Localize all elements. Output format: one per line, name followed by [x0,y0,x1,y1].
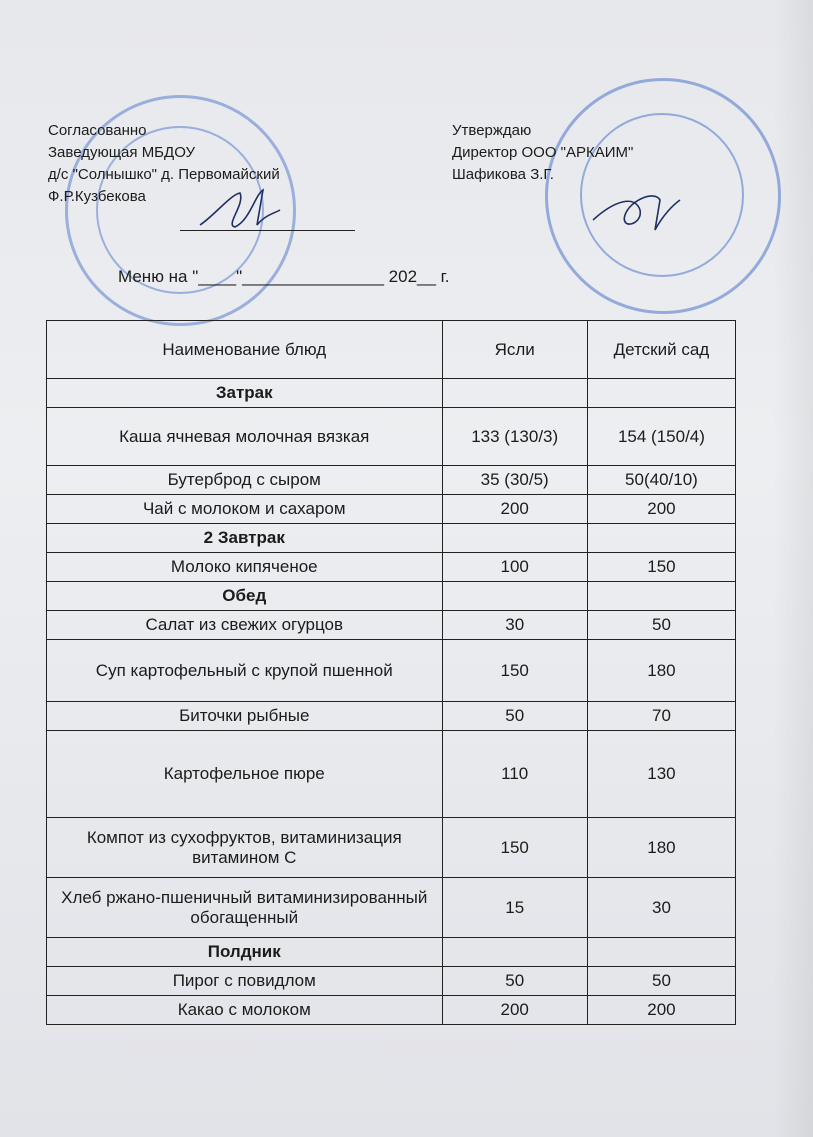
menu-table [46,320,736,1025]
cell-kindergarten [587,938,735,967]
approval-left-line2: Заведующая МБДОУ [48,144,196,161]
cell-kindergarten: 180 [587,640,735,702]
signature-right [585,180,685,240]
table-row [47,408,736,466]
cell-kindergarten: 200 [587,996,735,1025]
section-name: 2 Завтрак [47,524,443,553]
cell-nursery [442,524,587,553]
approval-right-line3: Шафикова З.Г. [452,166,554,183]
approval-left-line3: д/с "Солнышко" д. Первомайский [48,166,280,183]
dish-name: Какао с молоком [47,996,443,1025]
cell-nursery: 133 (130/3) [442,408,587,466]
header-kindergarten: Детский сад [587,321,735,379]
dish-name: Компот из сухофруктов, витаминизация витамином С [47,818,443,878]
cell-kindergarten: 130 [587,731,735,818]
cell-nursery: 30 [442,611,587,640]
cell-kindergarten: 150 [587,553,735,582]
header-nursery: Ясли [442,321,587,379]
cell-nursery: 50 [442,967,587,996]
cell-nursery: 50 [442,702,587,731]
table-row [47,818,736,878]
page-edge-shadow [773,0,813,1137]
cell-kindergarten [587,582,735,611]
section-name: Обед [47,582,443,611]
cell-nursery: 200 [442,495,587,524]
approval-right-line1: Утверждаю [452,122,532,139]
cell-kindergarten: 50 [587,967,735,996]
cell-nursery: 150 [442,640,587,702]
cell-kindergarten: 200 [587,495,735,524]
cell-nursery: 110 [442,731,587,818]
dish-name: Пирог с повидлом [47,967,443,996]
dish-name: Бутерброд с сыром [47,466,443,495]
approval-left-line4: Ф.Р.Кузбекова [48,188,146,205]
cell-nursery: 100 [442,553,587,582]
dish-name: Молоко кипяченое [47,553,443,582]
header-dish-name: Наименование блюд [47,321,443,379]
cell-kindergarten [587,524,735,553]
cell-kindergarten: 180 [587,818,735,878]
table-row [47,878,736,938]
table-row [47,582,736,611]
table-header-row [47,321,736,379]
section-name: Полдник [47,938,443,967]
approval-right-block [452,120,633,186]
cell-nursery: 35 (30/5) [442,466,587,495]
cell-kindergarten: 70 [587,702,735,731]
cell-nursery: 200 [442,996,587,1025]
table-row [47,640,736,702]
table-row [47,967,736,996]
signature-left [195,185,285,235]
table-row [47,938,736,967]
section-name: Затрак [47,379,443,408]
table-row [47,495,736,524]
dish-name: Биточки рыбные [47,702,443,731]
cell-kindergarten: 50(40/10) [587,466,735,495]
table-row [47,731,736,818]
cell-nursery [442,938,587,967]
dish-name: Картофельное пюре [47,731,443,818]
dish-name: Чай с молоком и сахаром [47,495,443,524]
table-row [47,524,736,553]
table-row [47,379,736,408]
table-row [47,466,736,495]
dish-name: Суп картофельный с крупой пшенной [47,640,443,702]
cell-nursery [442,379,587,408]
cell-kindergarten [587,379,735,408]
approval-left-line1: Согласованно [48,122,147,139]
table-row [47,702,736,731]
cell-kindergarten: 50 [587,611,735,640]
menu-title: Меню на "____"_______________ 202__ г. [118,267,450,286]
dish-name: Салат из свежих огурцов [47,611,443,640]
cell-kindergarten: 30 [587,878,735,938]
cell-nursery [442,582,587,611]
dish-name: Хлеб ржано-пшеничный витаминизированный обогащенный [47,878,443,938]
approval-right-line2: Директор ООО "АРКАИМ" [452,144,634,161]
cell-nursery: 15 [442,878,587,938]
table-row [47,996,736,1025]
cell-nursery: 150 [442,818,587,878]
table-row [47,553,736,582]
dish-name: Каша ячневая молочная вязкая [47,408,443,466]
table-row [47,611,736,640]
cell-kindergarten: 154 (150/4) [587,408,735,466]
